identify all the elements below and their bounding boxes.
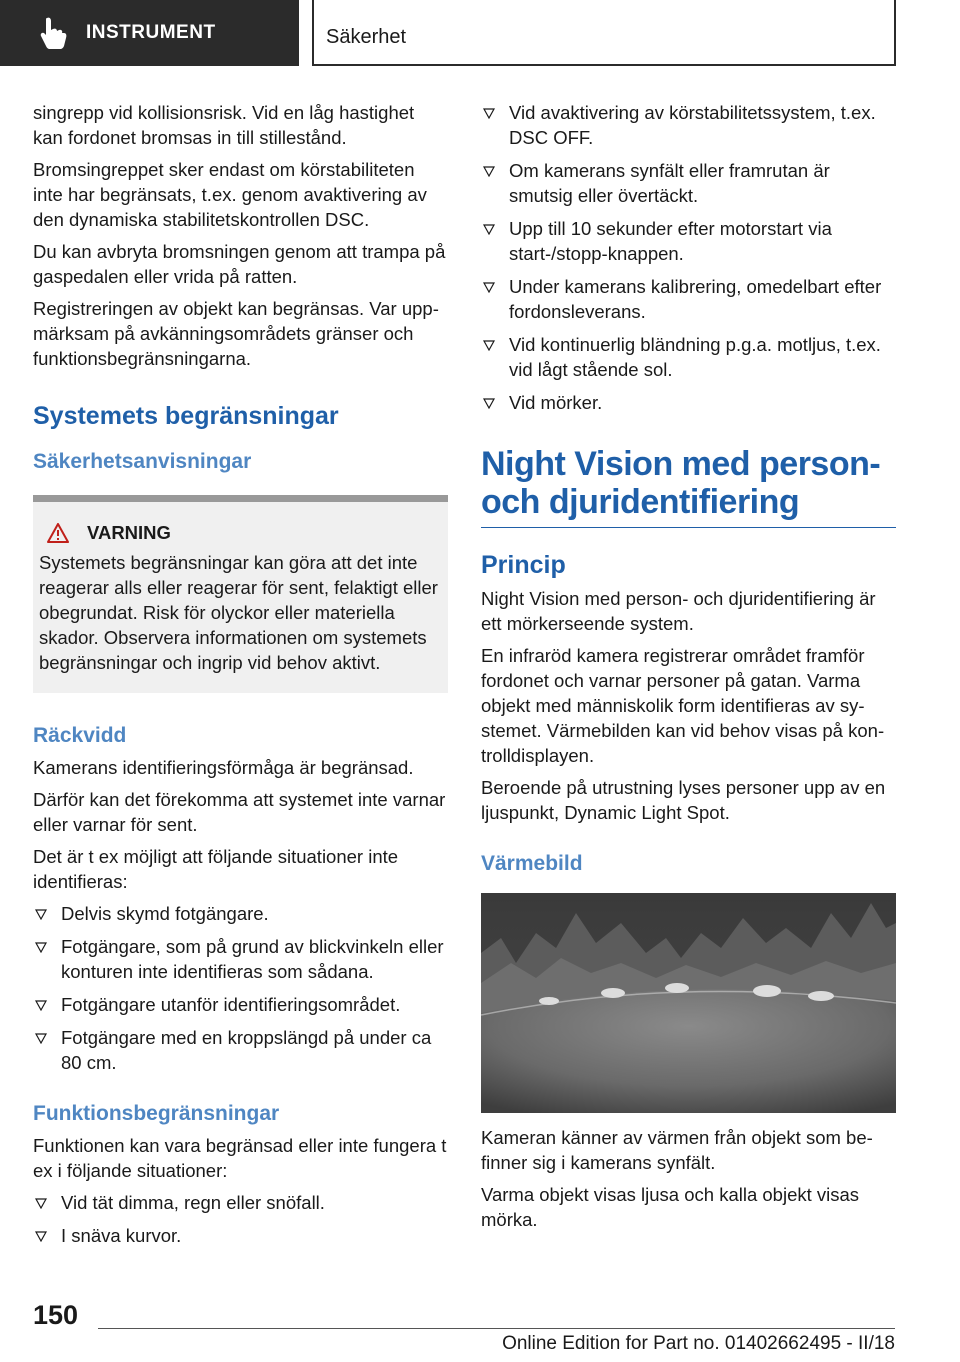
warning-box [33, 495, 448, 693]
list-item-text: Vid avaktivering av körstabilitetssystem, t.ex. DSC OFF. [509, 102, 876, 148]
list-item [481, 274, 896, 324]
list-item [33, 901, 448, 926]
right-column [481, 100, 896, 1239]
list-item-text: Vid mörker. [509, 392, 603, 413]
paragraph: Varma objekt visas ljusa och kalla objekt visas mörka. [481, 1184, 860, 1230]
list-item [481, 100, 896, 150]
warning-text: Systemets begränsningar kan göra att det inte reagerar alls eller reagerar för sent, felaktigt eller obegrundat. Risk för olyckor eller materiella skador. Observera informationen om systemets begränsningar och ingrip vid behov aktivt. [39, 552, 438, 673]
list-item [481, 158, 896, 208]
paragraph: singrepp vid kollisionsrisk. Vid en låg hastighet kan fordonet bromsas in till stillestånd. [33, 102, 415, 148]
list-item-text: Fotgängare med en kroppslängd på under ca 80 cm. [61, 1027, 432, 1073]
list-item-text: Fotgängare, som på grund av blickvinkeln eller konturen inte identifieras som sådana. [61, 936, 444, 982]
paragraph: Kameran känner av värmen från objekt som befinner sig i kamerans synfält. [481, 1127, 873, 1173]
list-item [33, 992, 448, 1017]
paragraph: Du kan avbryta bromsningen genom att trampa på gaspedalen eller vrida på ratten. [33, 241, 446, 287]
chapter-title-line: och djuridentifiering [481, 483, 800, 521]
footer-rule [98, 1328, 895, 1329]
triangle-bullet-icon [35, 1000, 47, 1011]
list-item [481, 216, 896, 266]
paragraph: Bromsingreppet sker endast om körstabiliteten inte har begränsats, t.ex. genom avaktivering av den dynamiska stabilitetskontrollen DSC. [33, 159, 427, 230]
triangle-bullet-icon [483, 224, 495, 235]
heading-range: Räckvidd [33, 724, 127, 747]
pointing-hand-icon [38, 16, 68, 50]
triangle-bullet-icon [483, 108, 495, 119]
range-list [33, 901, 448, 1075]
paragraph: Night Vision med person- och djuridentifiering är ett mörkerseende system. [481, 588, 876, 634]
heading-function-limits: Funktionsbegränsningar [33, 1102, 280, 1125]
list-item [33, 1223, 448, 1248]
triangle-bullet-icon [483, 398, 495, 409]
list-item-text: Vid tät dimma, regn eller snöfall. [61, 1192, 325, 1213]
triangle-bullet-icon [483, 282, 495, 293]
warning-triangle-icon [47, 523, 69, 543]
triangle-bullet-icon [35, 909, 47, 920]
title-rule [481, 527, 896, 528]
list-item-text: Upp till 10 sekunder efter motorstart via start-/stopp-knappen. [509, 218, 832, 264]
list-item-text: Om kamerans synfält eller framrutan är smutsig eller övertäckt. [509, 160, 830, 206]
chapter-tab-label: INSTRUMENT [86, 22, 216, 43]
paragraph: Funktionen kan vara begränsad eller inte fungera t ex i följande situationer: [33, 1135, 447, 1181]
warning-title: VARNING [87, 522, 171, 543]
heading-principle: Princip [481, 551, 566, 579]
triangle-bullet-icon [35, 1231, 47, 1242]
function-list [33, 1190, 448, 1248]
list-item-text: Delvis skymd fotgängare. [61, 903, 269, 924]
chapter-title-line: Night Vision med person- [481, 445, 881, 483]
section-title: Säkerhet [326, 26, 407, 48]
list-item [33, 934, 448, 984]
list-item [481, 332, 896, 382]
list-item [33, 1190, 448, 1215]
heading-safety: Säkerhetsanvisningar [33, 450, 252, 473]
paragraph: Beroende på utrustning lyses personer upp av en ljuspunkt, Dynamic Light Spot. [481, 777, 886, 823]
paragraph: Registreringen av objekt kan begränsas. Var uppmärksam på avkänningsområdets gränser och funktionsbegränsningarna. [33, 298, 439, 369]
list-item-text: Under kamerans kalibrering, omedelbart efter fordonsleverans. [509, 276, 882, 322]
triangle-bullet-icon [35, 1198, 47, 1209]
section-header [312, 0, 896, 66]
paragraph: Därför kan det förekomma att systemet inte varnar eller varnar för sent. [33, 789, 446, 835]
list-item-text: Vid kontinuerlig bländning p.g.a. motljus, t.ex. vid lågt stående sol. [509, 334, 881, 380]
paragraph: Det är t ex möjligt att följande situationer inte identifieras: [33, 846, 399, 892]
list-item-text: I snäva kurvor. [61, 1225, 182, 1246]
triangle-bullet-icon [35, 1033, 47, 1044]
heading-thermal-image: Värmebild [481, 852, 583, 875]
page-number: 150 [33, 1300, 79, 1330]
triangle-bullet-icon [483, 166, 495, 177]
heading-system-limits: Systemets begränsningar [33, 402, 339, 430]
edition-note: Online Edition for Part no. 01402662495 - II/18 [502, 1333, 895, 1354]
paragraph: En infraröd kamera registrerar området framför fordonet och varnar personer på gatan. Varma objekt med människolik form identifieras av systemet. Värmebilden kan vid behov visas på kontrolldisplayen. [481, 645, 885, 766]
triangle-bullet-icon [483, 340, 495, 351]
triangle-bullet-icon [35, 942, 47, 953]
paragraph: Kamerans identifieringsförmåga är begränsad. [33, 757, 414, 778]
situation-list [481, 100, 896, 415]
list-item [481, 390, 896, 415]
left-column [33, 100, 448, 1256]
list-item-text: Fotgängare utanför identifieringsområdet. [61, 994, 401, 1015]
thermal-image [481, 893, 896, 1113]
chapter-tab[interactable] [0, 0, 299, 66]
list-item [33, 1025, 448, 1075]
chapter-title [481, 445, 896, 521]
